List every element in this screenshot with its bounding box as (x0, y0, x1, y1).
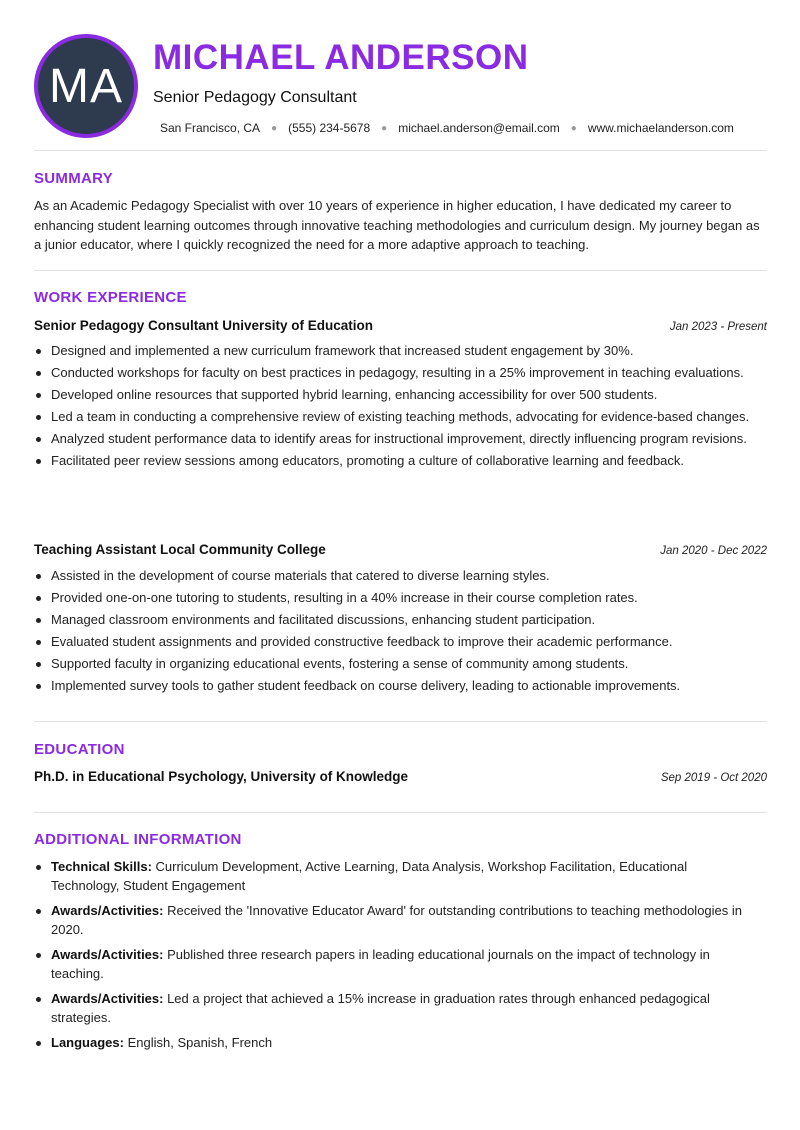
item-text: Received the 'Innovative Educator Award' for outstanding contributions to teaching methodologies in 2020. (51, 903, 743, 937)
list-item: Conducted workshops for faculty on best practices in pedagogy, resulting in a 25% improvement in teaching evaluations. (34, 364, 754, 383)
item-text: English, Spanish, French (123, 1035, 273, 1050)
list-item: Evaluated student assignments and provided constructive feedback to improve their academic performance. (34, 633, 754, 652)
list-item: Led a team in conducting a comprehensive review of existing teaching methods, advocating for evidence-based changes. (34, 408, 754, 427)
list-item: Facilitated peer review sessions among educators, promoting a culture of collaborative learning and feedback. (34, 452, 754, 471)
list-item: Developed online resources that supported hybrid learning, enhancing accessibility for over 500 students. (34, 386, 754, 405)
additional-list (34, 858, 754, 1060)
education-dates: Sep 2019 - Oct 2020 (660, 772, 767, 784)
list-item (34, 990, 754, 1027)
job-dates: Jan 2023 - Present (669, 321, 767, 333)
list-item: Provided one-on-one tutoring to students, resulting in a 40% increase in their course completion rates. (34, 589, 754, 608)
job-header (34, 542, 767, 557)
job-role: Senior Pedagogy Consultant University of Education (34, 318, 374, 333)
section-title-experience: WORK EXPERIENCE (34, 289, 187, 306)
avatar (34, 34, 138, 138)
list-item: Supported faculty in organizing educational events, fostering a sense of community among students. (34, 655, 754, 674)
contact-line (160, 121, 734, 135)
job-role: Teaching Assistant Local Community College (34, 542, 326, 557)
list-item (34, 946, 754, 983)
contact-location: San Francisco, CA (160, 121, 261, 135)
list-item: Designed and implemented a new curriculum framework that increased student engagement by 30%. (34, 342, 754, 361)
divider (34, 721, 767, 722)
education-degree: Ph.D. in Educational Psychology, University of Knowledge (34, 769, 409, 784)
item-text: Led a project that achieved a 15% increase in graduation rates through enhanced pedagogical strategies. (51, 991, 710, 1025)
avatar-initials: MA (49, 59, 123, 113)
list-item: Analyzed student performance data to identify areas for instructional improvement, directly influencing program revisions. (34, 430, 754, 449)
item-label: Awards/Activities: (51, 991, 164, 1006)
list-item: Implemented survey tools to gather student feedback on course delivery, leading to actionable improvements. (34, 677, 754, 696)
separator-dot-icon: ● (381, 122, 388, 134)
job-header (34, 318, 767, 333)
section-title-education: EDUCATION (34, 741, 125, 758)
separator-dot-icon: ● (271, 122, 278, 134)
job-dates: Jan 2020 - Dec 2022 (660, 545, 767, 557)
list-item (34, 858, 754, 895)
job-bullets (34, 567, 754, 699)
job-bullets (34, 342, 754, 474)
item-label: Awards/Activities: (51, 903, 164, 918)
contact-phone: (555) 234-5678 (288, 121, 371, 135)
list-item: Managed classroom environments and facilitated discussions, enhancing student participation. (34, 611, 754, 630)
divider (34, 812, 767, 813)
divider (34, 150, 767, 151)
contact-website[interactable]: www.michaelanderson.com (587, 121, 734, 135)
education-entry (34, 769, 767, 784)
candidate-title: Senior Pedagogy Consultant (153, 89, 357, 106)
list-item: Assisted in the development of course materials that catered to diverse learning styles. (34, 567, 754, 586)
divider (34, 270, 767, 271)
item-label: Technical Skills: (51, 859, 152, 874)
item-text: Curriculum Development, Active Learning, Data Analysis, Workshop Facilitation, Educational Technology, Student Engagement (51, 859, 688, 893)
contact-email[interactable]: michael.anderson@email.com (398, 121, 560, 135)
item-label: Languages: (51, 1035, 124, 1050)
item-label: Awards/Activities: (51, 947, 164, 962)
separator-dot-icon: ● (570, 122, 577, 134)
section-title-summary: SUMMARY (34, 170, 114, 187)
list-item (34, 1034, 754, 1053)
section-title-additional: ADDITIONAL INFORMATION (34, 831, 242, 848)
item-text: Published three research papers in leading educational journals on the impact of technology in teaching. (51, 947, 710, 981)
candidate-name: MICHAEL ANDERSON (153, 38, 529, 77)
summary-text: As an Academic Pedagogy Specialist with over 10 years of experience in higher education, I have dedicated my career to enhancing student learning outcomes through innovative teaching methodologies and curriculum design. My journey began as a junior educator, where I quickly recognized the need for a more adaptive approach to teaching. (34, 198, 760, 252)
list-item (34, 902, 754, 939)
